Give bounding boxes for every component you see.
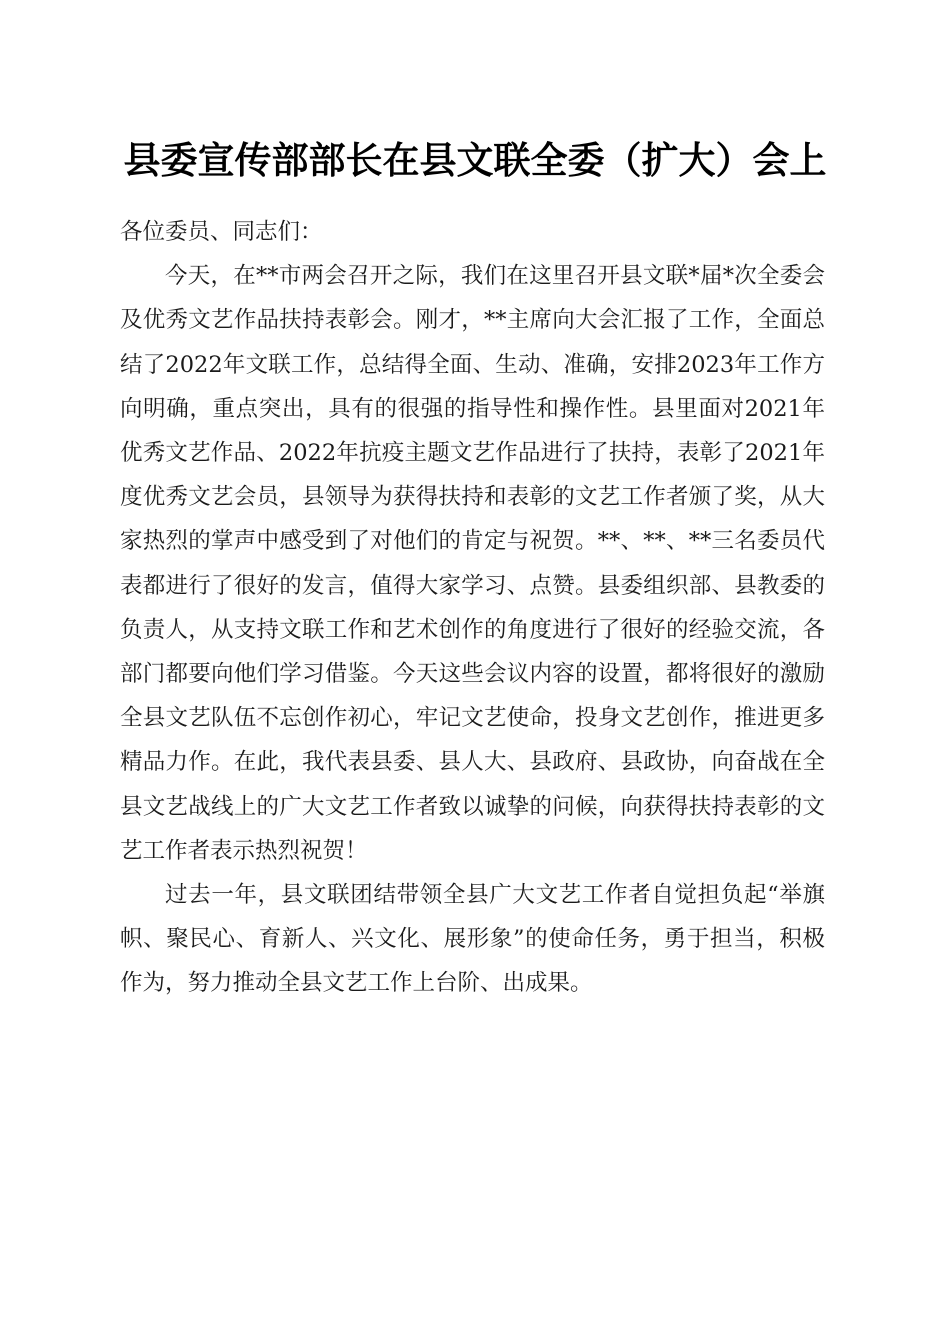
salutation: 各位委员、同志们： <box>120 219 323 245</box>
document-title: 县委宣传部部长在县文联全委（扩大）会上 <box>123 138 827 182</box>
document-body <box>120 210 825 1006</box>
paragraph-1: 今天，在**市两会召开之际，我们在这里召开县文联*届*次全委会及优秀文艺作品扶持表彰会。刚才，**主席向大会汇报了工作，全面总结了2022年文联工作，总结得全面、生动、准确，安排2023年工作方向明确，重点突出，具有的很强的指导性和操作性。县里面对2021年优秀文艺作品、2022年抗疫主题文艺作品进行了扶持，表彰了2021年度优秀文艺会员，县领导为获得扶持和表彰的文艺工作者颁了奖，从大家热烈的掌声中感受到了对他们的肯定与祝贺。**、**、**三名委员代表都进行了很好的发言，值得大家学习、点赞。县委组织部、县教委的负责人，从支持文联工作和艺术创作的角度进行了很好的经验交流，各部门都要向他们学习借鉴。今天这些会议内容的设置，都将很好的激励全县文艺队伍不忘创作初心，牢记文艺使命，投身文艺创作，推进更多精品力作。在此，我代表县委、县人大、县政府、县政协，向奋战在全县文艺战线上的广大文艺工作者致以诚挚的问候，向获得扶持表彰的文艺工作者表示热烈祝贺！ <box>120 263 825 864</box>
paragraph-2: 过去一年，县文联团结带领全县广大文艺工作者自觉担负起“举旗帜、聚民心、育新人、兴文化、展形象”的使命任务，勇于担当，积极作为，努力推动全县文艺工作上台阶、出成果。 <box>120 882 825 997</box>
